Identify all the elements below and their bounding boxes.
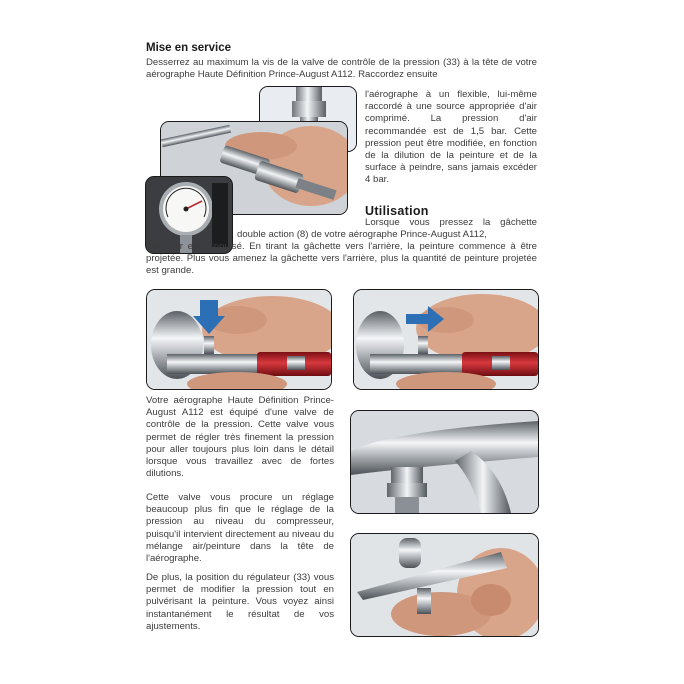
photo-trigger-pull-back (353, 289, 539, 390)
paragraph-mise-en-service-intro: Desserrez au maximum la vis de la valve de contrôle de la pression (33) à la tête de votre aérographe Haute Définition Prince-August A112. Raccordez ensuite (146, 57, 537, 81)
paragraph-mise-en-service-body: l'aérographe à un flexible, lui-même raccordé à une source appropriée d'air comprimé. La pression d'air recommandée est de 1,5 bar. Cette pression peut être modifiée, en fonction de la dilution de la peinture et de la surface à peindre, sans jamais excéder 4 bar. (365, 89, 537, 186)
photo-pressure-valve-closeup (350, 410, 539, 514)
heading-utilisation: Utilisation (365, 204, 429, 218)
paragraph-valve-description: Votre aérographe Haute Définition Prince-August A112 est équipé d'une valve de contrôle de la pression. Cette valve vous permet de régler très finement la pression pour aller toujours plus loin dans le détail lorsque vous travaillez avec de fortes dilutions. (146, 395, 334, 480)
heading-mise-en-service: Mise en service (146, 42, 232, 54)
paragraph-utilisation-body: seul l'air est propulsé. En tirant la gâchette vers l'arrière, la peinture commence à être projetée. Plus vous amenez la gâchette vers l'arrière, plus la quantité de peinture projetée est grande. (146, 241, 537, 277)
paragraph-regulator-position: De plus, la position du régulateur (33) vous permet de modifier la pression tout en pulvérisant la peinture. Vous voyez ainsi instantanément le résultat de vos ajustements. (146, 572, 334, 632)
photo-trigger-press-down (146, 289, 332, 390)
paragraph-valve-fine-adjustment: Cette valve vous procure un réglage beaucoup plus fin que le réglage de la pression au niveau du compresseur, puisqu'il intervient directement au niveau du mélange air/peinture dans la tête de l'aérographe. (146, 492, 334, 565)
paragraph-utilisation-intro: Lorsque vous pressez la gâchette double action (8) de votre aérographe Prince-August A112, (237, 217, 537, 241)
photo-airbrush-in-hand (350, 533, 539, 637)
